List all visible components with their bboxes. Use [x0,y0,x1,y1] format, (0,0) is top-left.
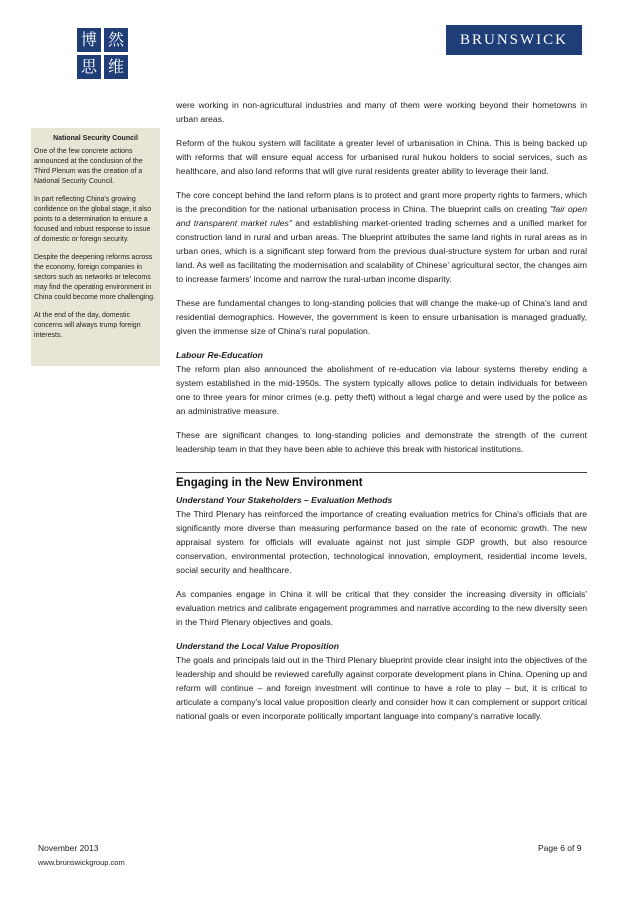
text-run: The core concept behind the land reform plans is to protect and grant more property rights to farmers, which is the precondition for the national urbanisation process in China. The blueprint calls on creating [176,190,587,214]
paragraph: These are fundamental changes to long-standing policies that will change the make-up of China's land and residential demographics. However, the government is keen to ensure urbanisation is managed gradually, given the immense size of China's rural population. [176,298,587,336]
logo-char: 维 [104,55,128,79]
paragraph [176,188,587,286]
chinese-logo [77,28,129,80]
page-number: Page 6 of 9 [538,843,582,853]
paragraph: Reform of the hukou system will facilitate a greater level of urbanisation in China. This is being backed up with reforms that will ensure equal access for urbanised rural hukou holders to social services, such as healthcare, and also land reforms that will give rural residents greater ability to leverage their land. [176,138,587,176]
subheading-local-value: Understand the Local Value Proposition [176,641,339,651]
paragraph: As companies engage in China it will be critical that they consider the increasing diversity in officials' evaluation metrics and calibrate engagement programmes and narrative according to the new diversity seen in the Third Plenary objectives and goals. [176,589,587,627]
sidebar-title: National Security Council [53,135,138,142]
sidebar-paragraph: One of the few concrete actions announced at the conclusion of the Third Plenum was the creation of a National Security Council. [34,148,143,185]
paragraph: The goals and principals laid out in the Third Plenary blueprint provide clear insight into the objectives of the leadership and should be reviewed carefully against corporate development plans in China. Opening up and reform will continue – and foreign investment will continue to have a role to play – but, it is critical to articulate a company's local value proposition clearly and consider how it can complement or support critical national goals or even incorporate politically important language into company's narrative locally. [176,655,587,721]
paragraph: These are significant changes to long-standing policies and demonstrate the strength of the current leadership team in that they have been able to achieve this break with historical institutions. [176,430,587,454]
subheading-labour: Labour Re-Education [176,350,263,360]
section-title: Engaging in the New Environment [176,472,587,490]
sidebar-paragraph: In part reflecting China's growing confidence on the global stage, it also points to a determination to ensure a focused and robust response to issue of domestic or foreign security. [34,196,152,243]
logo-char: 博 [77,28,101,52]
brunswick-logo: BRUNSWICK [446,25,582,55]
main-content [176,98,587,733]
subheading-stakeholders: Understand Your Stakeholders – Evaluation Methods [176,495,393,505]
footer-date: November 2013 [38,843,99,853]
paragraph: The Third Plenary has reinforced the importance of creating evaluation metrics for China's officials that are significantly more diverse than measuring performance based on the rate of economic growth. The new appraisal system for officials will evaluate against not just simple GDP growth, but also resource conservation, environmental protection, technological innovation, employment, residential income levels, social security and healthcare. [176,509,587,575]
sidebar-box [31,128,160,366]
quote: "fair open and transparent market rules" [176,204,587,228]
paragraph: were working in non-agricultural industries and many of them were working beyond their hometowns in urban areas. [176,100,587,124]
sidebar-paragraph: At the end of the day, domestic concerns will always trump foreign interests. [34,312,141,339]
paragraph: The reform plan also announced the abolishment of re-education via labour systems thereby ending a system established in the mid-1950s. The system typically allows police to detain individuals for between one to three years for minor crimes (e.g. petty theft) without a legal charge and were used by the police as an administrative measure. [176,364,587,416]
logo-char: 然 [104,28,128,52]
text-run: and establishing market-oriented trading schemes and a unified market for construction land in rural and urban areas. The blueprint attributes the same land rights in rural areas as in urban ones, which is a significant step forward from the previous dual-structure system for urban and rural land. As well as facilitating the modernisation and scalability of Chinese' agricultural sector, the changes aim to increase farmers' income and narrow the rural-urban income disparity. [176,218,587,284]
footer-url[interactable]: www.brunswickgroup.com [38,858,125,867]
logo-char: 思 [77,55,101,79]
sidebar-paragraph: Despite the deepening reforms across the economy, foreign companies in sectors such as networks or telecoms may find the operating environment in China could become more challenging. [34,254,156,301]
